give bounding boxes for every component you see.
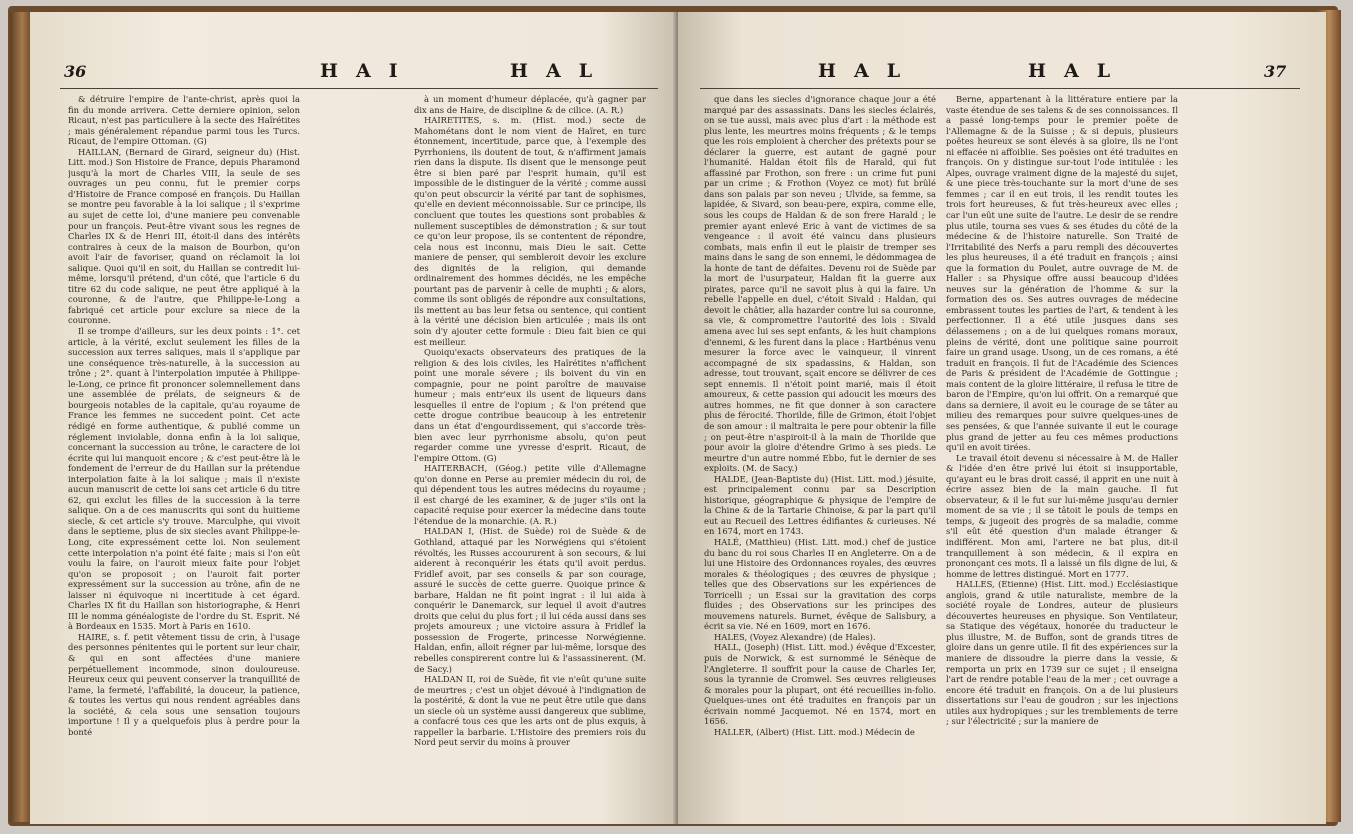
entry-haillan: HAILLAN, (Bernard de Girard, seigneur du) (Hist. Litt. mod.) Son Histoire de France, depuis Pharamond jusqu'à la mort de Charles VIII, la seule de ses ouvrages un peu connu, fut le premier corps d'Histoire de France composé en françois. Du Haillan se montre peu favorable à la loi salique ; il s'exprime au sujet de cette loi, d'une maniere peu convenable pour un françois. Peut-être vivant sous les regnes de Charles IX & de Henri III, étoit-il dans des intérêts contraires à ceux de la maison de Bourbon, qu'on avoit l'air de favoriser, quand on réclamoit la loi salique. Quoi qu'il en soit, du Haillan se contredit lui-même, lorsqu'il prétend, d'un côté, que l'article 6 du titre 62 du code salique, ne peut être appliqué à la couronne, & de l'autre, que Philippe-le-Long a fabriqué cet article pour exclure sa niece de la couronne. bbox=[68, 146, 300, 326]
paragraph: & détruire l'empire de l'ante-christ, après quoi la fin du monde arrivera. Cette derniere opinion, selon Ricaut, n'est pas particuliere à la secte des Haïrétites ; mais généralement répandue parmi tous les Turcs. Ricaut, de l'empire Ottoman. (G) bbox=[68, 94, 300, 147]
left-page-number: 36 bbox=[64, 62, 87, 81]
entry-hall: HALL, (Joseph) (Hist. Litt. mod.) évêque d'Excester, puis de Norwick, & est surnommé le Sénèque de l'Angleterre. Il souffrit pour la cause de Charles Ier, sous la tyrannie de Cromwel. Ses œuvres religieuses & morales pour la plupart, ont été recueillies in-folio. Quelques-unes ont été traduites en françois par un écrivain nommé Jacquemot. Né en 1574, mort en 1656. bbox=[704, 642, 936, 727]
entry-hairetites: HAIRETITES, s. m. (Hist. mod.) secte de Mahométans dont le nom vient de Haïret, en turc étonnement, incertitude, parce que, à l'exemple des Pyrrhoniens, ils doutent de tout, & n'affirment jamais rien dans la dispute. Ils disent que le mensonge peut être si bien paré par l'esprit humain, qu'il est impossible de le distinguer de la vérité ; comme aussi qu'on peut obscurcir la vérité par tant de sophismes, qu'elle en devient méconnoissable. Sur ce principe, ils concluent que toutes les questions sont probables & nullement susceptibles de démonstration ; & sur tout ce qu'on leur propose, ils se contentent de répondre, cela nous est inconnu, mais Dieu le sait. Cette maniere de penser, qui sembleroit devoir les exclure des dignités de la religion, qui demande ordinairement des hommes décidés, ne les empêche pourtant pas de parvenir à celle de muphti ; & alors, comme ils sont obligés de répondre aux consultations, ils mettent au bas leur fetsa ou sentence, qui contient à la vérité une décision bien articulée ; mais ils ont soin d'y ajouter cette formule : Dieu fait bien ce qui est meilleur. bbox=[414, 115, 646, 347]
entry-haire: HAIRE, s. f. petit vêtement tissu de crin, à l'usage des personnes pénitentes qui le portent sur leur chair, & qui en sont affectées d'une maniere perpétuellement incommode, sinon douloureuse. Heureux ceux qui peuvent conserver la tranquillité de l'ame, la fermeté, l'affabilité, la douceur, la patience, & toutes les vertus qui nous rendent agréables dans la société, & cela sous une sensation toujours importune ! Il y a quelquefois plus à perdre pour la bonté bbox=[68, 631, 300, 737]
left-running-head-inner: HAL bbox=[510, 60, 611, 82]
right-header-rule bbox=[700, 88, 1300, 89]
entry-haldan-1: HALDAN I, (Hist. de Suède) roi de Suède & de Gothland, attaqué par les Norwégiens qui s'étoient révoltés, les Russes accoururent à son secours, & lui aiderent à reconquérir les états qu'il avoit perdus. Fridlef avoit, par ses conseils & par son courage, assuré le succès de cette guerre. Quoique prince & barbare, Haldan ne fit point ingrat : il lui aida à conquérir le Danemarck, sur lequel il avoit d'autres droits que celui du plus fort ; il lui céda aussi dans ses projets amoureux ; une victoire assura à Fridlef la possession de Frogerte, princesse Norwégienne. Haldan, enfin, alloit régner par lui-même, lorsque des rebelles conspirerent contre lui & l'assassinerent. (M. de Sacy.) bbox=[414, 526, 646, 674]
right-column-1 bbox=[704, 94, 936, 784]
right-page bbox=[678, 12, 1326, 824]
right-running-head-outer: HAL bbox=[1028, 60, 1129, 82]
entry-halde: HALDE, (Jean-Baptiste du) (Hist. Litt. mod.) jésuite, est principalement connu par sa Description historique, géographique & physique de l'empire de la Chine & de la Tartarie Chinoise, & par la part qu'il eut au Recueil des Lettres édifiantes & curieuses. Né en 1674, mort en 1743. bbox=[704, 473, 936, 537]
right-column-2 bbox=[946, 94, 1178, 784]
entry-haller: HALLER, (Albert) (Hist. Litt. mod.) Médecin de bbox=[714, 726, 915, 737]
left-header-rule bbox=[60, 88, 658, 89]
paragraph: que dans les siecles d'ignorance chaque jour a été marqué par des assassinats. Dans les siecles éclairés, on se tue aussi, mais avec plus d'art : la méthode est plus lente, les meurtres moins fréquents ; & le temps que les rois emploient à chercher des prétexts pour se déclarer la guerre, est autant de gagné pour l'humanité. Haldan étoit fils de Harald, qui fut affassiné par Frothon, son frere : un crime fut puni par un crime ; & Frothon (Voyez ce mot) fut brûlé dans son palais par son neveu ; Ulvide, sa femme, sa lapidée, & Sivard, son beau-pere, expira, comme elle, sous les coups de Haldan & de son frere Harald ; le premier ayant enlevé Eric à vant de victimes de sa vengeance : il avoit été vaincu dans plusieurs combats, mais enfin il eut le plaisir de tremper ses mains dans le sang de son ennemi, le dédommagea de la honte de tant de défaites. Devenu roi de Suède par la mort de l'usurpateur, Haldan fit la guerre aux pirates, parce qu'il ne savoit plus à qui la faire. Un rebelle l'appelle en duel, c'étoit Sivald : Haldan, qui devoit le châtier, alla hazarder contre lui sa couronne, sa vie, & compromettre l'autorité des lois : Sivald amena avec lui ses sept enfants, & les huit champions d'ennemi, & les furent dans la place : Hartbénus venu mesurer la force avec le vainqueur, il vinrent accompagné de six spadassins, & Haldan, son adresse, tout trouvant, sçait encore se délivrer de ces sept ennemis. Il n'étoit point marié, mais il étoit amoureux, & cette passion qui adoucit les mœurs des autres hommes, ne fit que donner à son caractere plus de férocité. Thorilde, fille de Grimon, étoit l'objet de son amour : il maltraita le pere pour obtenir la fille ; on peut-être n'aspiroit-il à la main de Thorilde que pour avoir la gloire d'étendre Grimo à ses pieds. Le meurtre d'un autre nommé Ebbo, fut le dernier de ses exploits. (M. de Sacy.) bbox=[704, 94, 936, 474]
left-page bbox=[30, 12, 678, 824]
left-column-1 bbox=[68, 94, 300, 784]
paragraph: Il se trompe d'ailleurs, sur les deux points : 1°. cet article, à la vérité, exclut seulement les filles de la succession aux terres saliques, mais il s'applique par une conséquence très-naturelle, à la succession au trône ; 2°. quant à l'interpolation imputée à Philippe-le-Long, ce prince fit prononcer solemnellement dans une assemblée de prélats, de seigneurs & de bourgeois notables de la capitale, qu'au royaume de France les femmes ne succedent point. Cet acte rédigé en forme authentique, & publié comme un réglement inviolable, donna enfin à la loi salique, concernant la succession au trône, le caractere de loi écrite qui lui manquoit encore ; & c'est peut-être là le fondement de l'erreur de du Haillan sur la prétendue interpolation faite à la loi salique ; mais il n'existe aucun manuscrit de cette loi sans cet article 6 du titre 62, qui exclut les filles de la succession à la terre salique. On a de ces manuscrits qui sont du huitieme siecle, & cet article s'y trouve. Marculphe, qui vivoit dans le septieme, plus de six siecles avant Philippe-le-Long, cite expressément cette loi. Non seulement cette interpolation n'a point été faite ; mais si l'on eût voulu la faire, on l'auroit mieux faite pour l'objet qu'on se proposoit ; on l'auroit fait porter expressément sur la succession au trône, afin de ne laisser ni équivoque ni incertitude à cet égard. Charles IX fit du Haillan son historiographe, & Henri III le nomma généalogiste de l'ordre du St. Esprit. Né à Bordeaux en 1535. Mort à Paris en 1610. bbox=[68, 326, 300, 632]
left-column-2 bbox=[414, 94, 646, 784]
paragraph: Quoiqu'exacts observateurs des pratiques de la religion & des lois civiles, les Haïrétites n'affichent point une morale sévere ; ils boivent du vin en compagnie, pour ne point paroître de mauvaise humeur ; mais entr'eux ils usent de liqueurs dans lesquelles il entre de l'opium ; & l'on prétend que cette drogue contribue beaucoup à les entretenir dans un état d'engourdissement, qui s'accorde très-bien avec leur pyrrhonisme absolu, qu'on peut regarder comme une yvresse d'esprit. Ricaut, de l'empire Ottom. (G) bbox=[414, 347, 646, 463]
paragraph: Le travail étoit devenu si nécessaire à M. de Haller & l'idée d'en être privé lui étoit si insupportable, qu'ayant eu le bras droit cassé, il apprit en une nuit à écrire assez bien de la main gauche. Il fut observateur, & il le fut sur lui-même jusqu'au dernier moment de sa vie ; il se tâtoit le pouls de temps en temps, & jugeoit des progrès de sa maladie, comme s'il eût été question d'un malade étranger & indifférent. Mon ami, l'artere ne bat plus, dit-il tranquillement à son médecin, & il expira en prononçant ces mots. Il a laissé un fils digne de lui, & homme de lettres distingué. Mort en 1777. bbox=[946, 452, 1178, 579]
paragraph: à un moment d'humeur déplacée, qu'à gagner par dix ans de Haire, de discipline & de cilice. (A. R.) bbox=[414, 94, 646, 115]
paragraph: Berne, appartenant à la littérature entiere par la vaste étendue de ses talens & de ses connoissances. Il a passé long-temps pour le premier poëte de l'Allemagne & de la Suisse ; & si depuis, plusieurs poëtes heureux se sont élevés à sa gloire, ils ne l'ont ni effacée ni affoiblie. Ses poësies ont été traduites en françois. On y distingue sur-tout l'ode intitulée : les Alpes, ouvrage vraiment digne de la majesté du sujet, & une piece très-touchante sur la mort d'une de ses femmes ; car il en eut trois, il les rendit toutes les trois fort heureuses, & fut très-heureux avec elles ; car l'un eût une suite de l'autre. Le desir de se rendre plus utile, tourna ses vues & ses études du côté de la médecine & de l'histoire naturelle. Son Traité de l'Irritabilité des Nerfs a paru rempli des découvertes les plus heureuses, il a été traduit en françois ; ainsi que la formation du Poulet, autre ouvrage de M. de Haller : sa Physique offre aussi beaucoup d'idées neuves sur la génération de l'homme & sur la formation des os. Ses autres ouvrages de médecine embrassent toutes les parties de l'art, & tendent à les perfectionner. Il a été utile jusques dans ses délassemens ; on a de lui quelques romans moraux, pleins de vérité, dont une politique saine pourroit faire un grand usage. Usong, un de ces romans, a été traduit en françois. Il fut de l'Académie des Sciences de Paris & président de l'Académie de Gottingue ; mais content de la gloire littéraire, il refusa le titre de baron de l'Empire, qu'on lui offrit. On a remarqué que dans sa derniere, il avoit eu le courage de se tâter au milieu des remarques pour suivre quelques-unes de ses pensées, & que l'année suivante il eut le courage plus grand de jetter au feu ces mêmes productions qu'il en avoit tirées. bbox=[946, 94, 1178, 453]
right-running-head-inner: HAL bbox=[818, 60, 919, 82]
entry-hales: HALES, (Voyez Alexandre) (de Hales). bbox=[714, 631, 876, 642]
entry-haldan-2: HALDAN II, roi de Suède, fit vie n'eût qu'une suite de meurtres ; c'est un objet dévoué à l'indignation de la postérité, & dont la vue ne peut être utile que dans un siecle où un système aussi dangereux que sublime, a confacré tous ces que les arts ont de plus exquis, à rappeller la barbarie. L'Histoire des premiers rois du Nord peut servir du moins à prouver bbox=[414, 674, 646, 748]
book-edge-left bbox=[10, 12, 32, 822]
right-page-number: 37 bbox=[1264, 62, 1287, 81]
entry-hale: HALÉ, (Matthieu) (Hist. Litt. mod.) chef de justice du banc du roi sous Charles II en Angleterre. On a de lui une Histoire des Ordonnances royales, des œuvres morales & théologiques ; des œuvres de physique ; telles que des Observations sur les expériences de Torricelli ; un Essai sur la gravitation des corps fluides ; des Observations sur les principes des mouvemens naturels. Burnet, évêque de Salisbury, a écrit sa vie. Né en 1609, mort en 1676. bbox=[704, 536, 936, 632]
left-running-head-outer: HAI bbox=[320, 60, 416, 82]
entry-haiterbach: HAITERBACH, (Géog.) petite ville d'Allemagne qu'on donne en Perse au premier médecin du roi, de qui dépendent tous les autres médecins du royaume ; il est chargé de les examiner, & de juger s'ils ont la capacité requise pour exercer la médecine dans toute l'étendue de la monarchie. (A. R.) bbox=[414, 463, 646, 526]
entry-halles: HALLES, (Etienne) (Hist. Litt. mod.) Ecclésiastique anglois, grand & utile naturaliste, membre de la société royale de Londres, auteur de plusieurs découvertes heureuses en physique. Son Ventilateur, sa Statique des végétaux, honorée du traducteur le plus illustre, M. de Buffon, sont de grands titres de gloire dans un genre utile. Il fit des expériences sur la maniere de dissoudre la pierre dans la vessie, & remporta un prix en 1739 sur ce sujet ; il enseigna l'art de rendre potable l'eau de la mer ; cet ouvrage a encore été traduit en françois. On a de lui plusieurs dissertations sur l'eau de goudron ; sur les injections utiles aux hydropiques ; sur les tremblements de terre ; sur l'électricité ; sur la maniere de bbox=[946, 579, 1178, 727]
